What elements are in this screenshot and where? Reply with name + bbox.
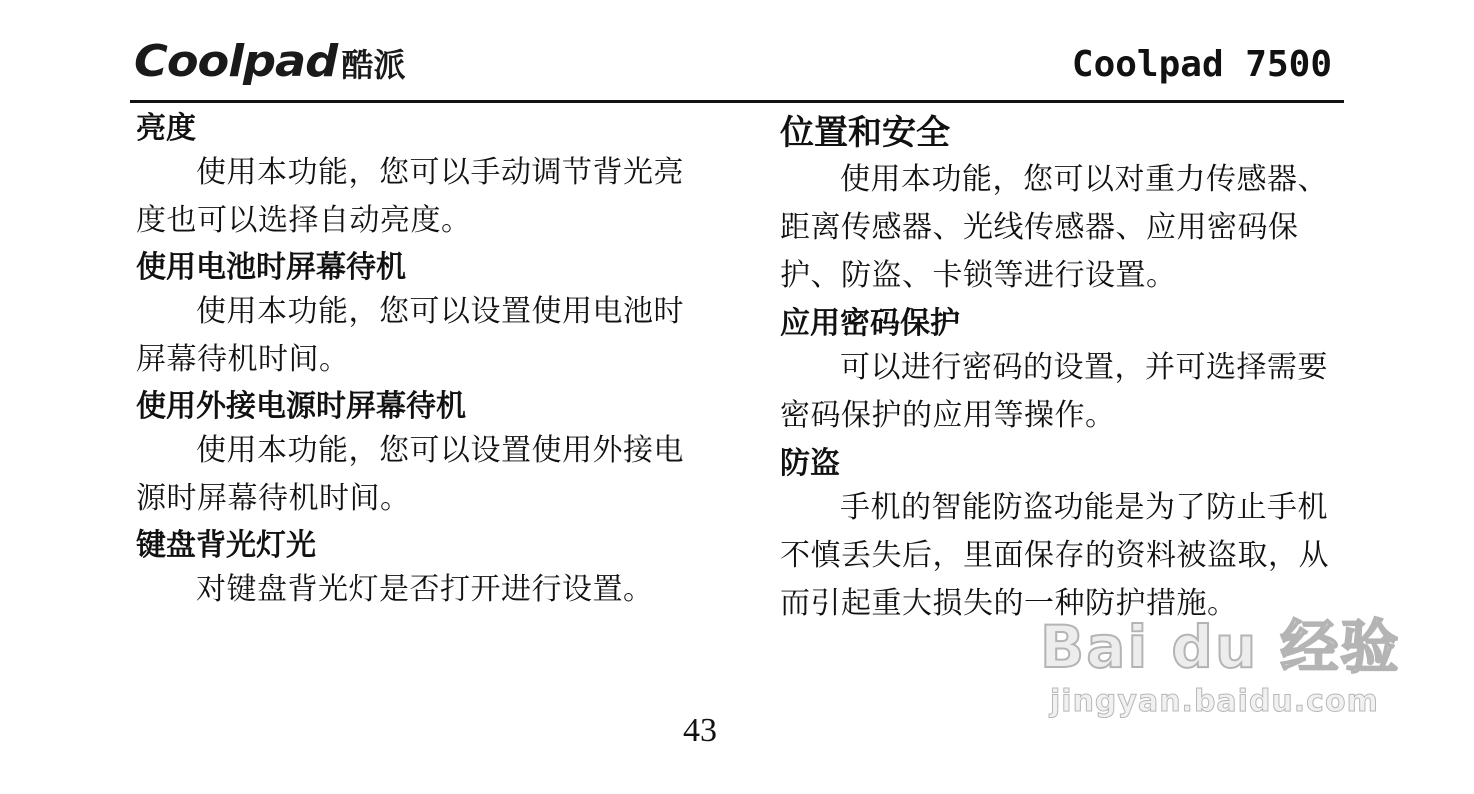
page-title: 位置和安全: [780, 113, 950, 153]
section-body-anti-theft: 手机的智能防盗功能是为了防止手机不慎丢失后，里面保存的资料被盗取，从而引起重大损失的一种防护措施。: [780, 490, 1329, 621]
brand-logo-cjk: 酷派: [341, 46, 406, 84]
section-body-brightness: 使用本功能，您可以手动调节背光亮度也可以选择自动亮度。: [136, 155, 684, 238]
section-heading-anti-theft: 防盗: [780, 446, 840, 481]
brand-logo-latin: Coolpad: [134, 36, 338, 87]
section-body-battery-standby: 使用本功能，您可以设置使用电池时屏幕待机时间。: [136, 294, 684, 377]
watermark-logo-text: Bai du 经验: [1040, 613, 1401, 681]
section-heading-brightness: 亮度: [136, 111, 196, 146]
model-name: Coolpad 7500: [1071, 44, 1332, 85]
section-intro-location-security: 使用本功能，您可以对重力传感器、距离传感器、光线传感器、应用密码保护、防盗、卡锁等进行设置。: [780, 162, 1328, 293]
section-heading-keyboard-backlight: 键盘背光灯光: [136, 528, 316, 563]
left-column: [136, 106, 696, 616]
section-body-external-power-standby: 使用本功能，您可以设置使用外接电源时屏幕待机时间。: [136, 433, 684, 516]
header-rule: [130, 100, 1344, 103]
section-body-keyboard-backlight: 对键盘背光灯是否打开进行设置。: [196, 572, 654, 607]
section-heading-app-password: 应用密码保护: [780, 306, 960, 341]
right-column: [780, 106, 1350, 630]
brand-logo: [134, 36, 406, 87]
section-body-app-password: 可以进行密码的设置，并可选择需要密码保护的应用等操作。: [780, 350, 1328, 433]
section-heading-external-power-standby: 使用外接电源时屏幕待机: [136, 389, 466, 424]
section-heading-battery-standby: 使用电池时屏幕待机: [136, 250, 406, 285]
watermark-url: jingyan.baidu.com: [1050, 684, 1379, 719]
page-number: 43: [683, 712, 717, 749]
